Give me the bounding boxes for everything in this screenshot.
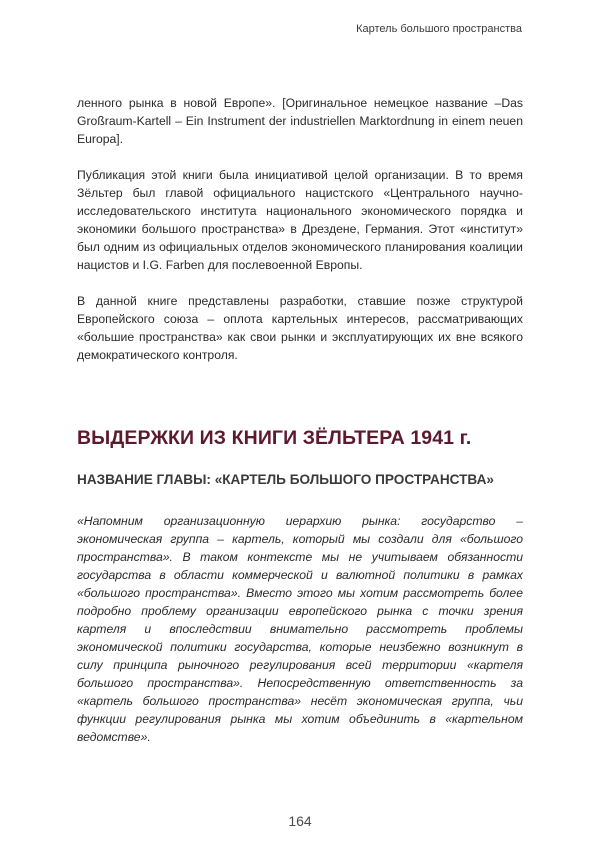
page-number: 164: [288, 813, 312, 829]
paragraph-publication: Публикация этой книги была инициативой целой организации. В то время Зёльтер был главой официального нацистского «Центрального научно-исследовательского института национального экономического порядка и экономики большого пространства» в Дрездене, Германия. Этот «институт» был одним из официальных отделов экономического планирования коалиции нацистов и I.G. Farben для послевоенной Европы.: [77, 168, 523, 272]
chapter-heading: НАЗВАНИЕ ГЛАВЫ: «КАРТЕЛЬ БОЛЬШОГО ПРОСТРАНСТВА»: [77, 472, 494, 487]
section-heading: ВЫДЕРЖКИ ИЗ КНИГИ ЗЁЛЬТЕРА 1941 г.: [77, 427, 472, 449]
paragraph-continuation: ленного рынка в новой Европе». [Оригинальное немецкое название –Das Großraum-Kartell – Ein Instrument der industriellen Marktordnung in einem neuen Europa].: [77, 96, 523, 146]
body-text: [77, 94, 523, 382]
paragraph-eu-structure: В данной книге представлены разработки, ставшие позже структурой Европейского союза – оплота картельных интересов, рассматривающих «большие пространства» как свои рынки и эксплуатирующих их вне всякого демократического контроля.: [77, 294, 523, 362]
running-header: Картель большого пространства: [356, 23, 522, 35]
quote-block: «Напомним организационную иерархию рынка: государство – экономическая группа – картель, который мы создали для «большого пространства». В таком контексте мы не учитываем обязанности государства в области коммерческой и валютной политики в рамках «большого пространства». Вместо этого мы хотим рассмотреть более подробно проблему организации европейского рынка с точки зрения картеля и впоследствии внимательно рассмотреть проблемы экономической политики государства, которые неизбежно возникнут в силу принципа рыночного регулирования всей территории «картеля большого пространства». Непосредственную ответственность за «картель большого пространства» несёт экономическая группа, чьи функции регулирования рынка мы хотим объединить в «картельном ведомстве».: [77, 514, 523, 744]
